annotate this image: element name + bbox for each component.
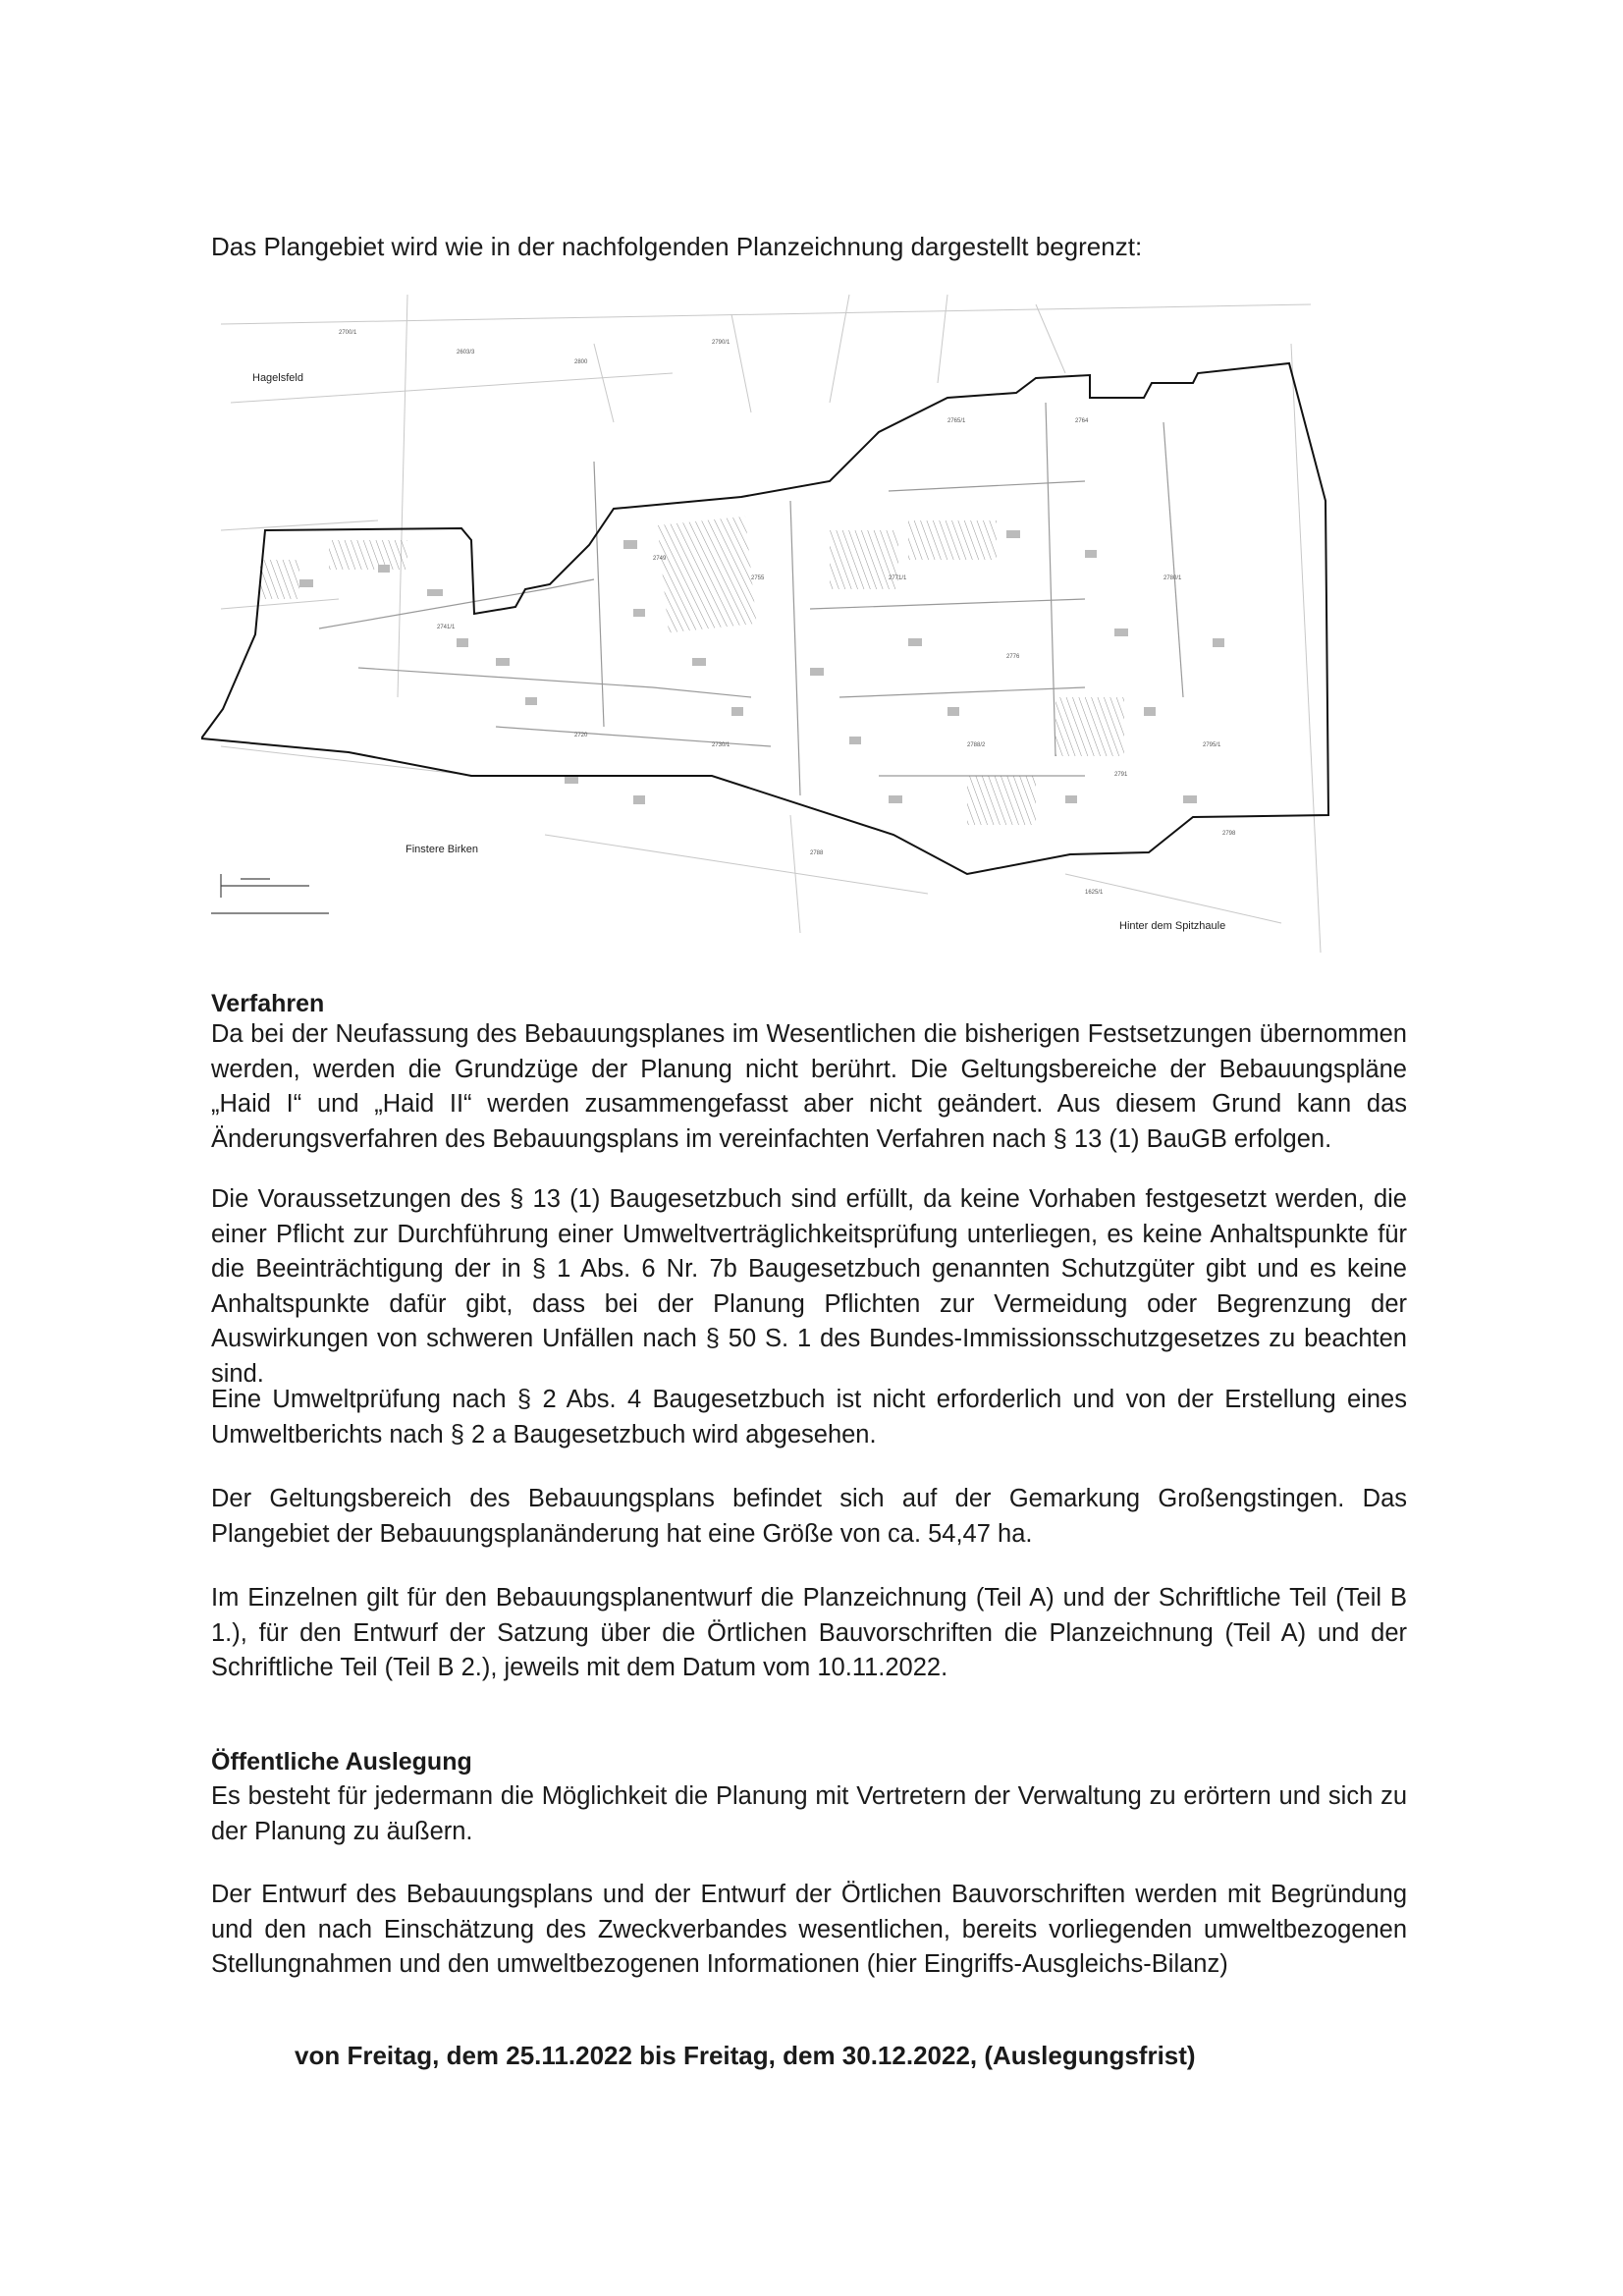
svg-text:2788: 2788	[810, 850, 824, 856]
auslegung-paragraph-2: Der Entwurf des Bebauungsplans und der Entwurf der Örtlichen Bauvorschriften werden mit Begründung und den nach Einschätzung des Zweckverbandes wesentlichen, bereits vorliegenden umweltbezogenen Stellungnahmen und den umweltbezogenen Informationen (hier Eingriffs-Ausgleichs-Bilanz)	[211, 1881, 1407, 1978]
svg-text:2800: 2800	[574, 359, 588, 365]
hatched-area	[908, 520, 997, 560]
svg-text:2741/1: 2741/1	[437, 625, 456, 630]
auslegung-paragraph-1: Es besteht für jedermann die Möglichkeit die Planung mit Vertretern der Verwaltung zu erörtern und sich zu der Planung zu äußern.	[211, 1782, 1407, 1845]
plan-boundary	[201, 363, 1328, 874]
map-label-hinter-dem-spitzhaule: Hinter dem Spitzhaule	[1119, 920, 1226, 932]
hatched-area	[1055, 697, 1124, 756]
svg-text:2603/3: 2603/3	[457, 350, 475, 355]
map-label-finstere-birken: Finstere Birken	[406, 844, 478, 855]
hatched-area	[329, 540, 407, 570]
svg-text:2798: 2798	[1222, 831, 1236, 837]
svg-text:2749: 2749	[653, 556, 667, 562]
map-label-hagelsfeld: Hagelsfeld	[252, 372, 303, 384]
parcel-lines	[221, 295, 1321, 953]
svg-text:2720: 2720	[574, 733, 588, 738]
intro-text: Das Plangebiet wird wie in der nachfolgenden Planzeichnung dargestellt begrenzt:	[211, 232, 1143, 261]
svg-text:2780/1: 2780/1	[1163, 575, 1182, 581]
svg-text:2795/1: 2795/1	[1203, 742, 1221, 748]
site-plan-map	[201, 285, 1330, 962]
heading-verfahren: Verfahren	[211, 990, 325, 1017]
svg-text:2776: 2776	[1006, 654, 1020, 660]
svg-text:2791: 2791	[1114, 772, 1128, 778]
svg-text:2765/1: 2765/1	[947, 418, 966, 424]
svg-text:2755: 2755	[751, 575, 765, 581]
svg-text:2771/1: 2771/1	[889, 575, 907, 581]
verfahren-paragraph-4: Der Geltungsbereich des Bebauungsplans befindet sich auf der Gemarkung Großengstingen. Das Plangebiet der Bebauungsplanänderung hat eine Größe von ca. 54,47 ha.	[211, 1485, 1407, 1548]
hatched-area	[260, 560, 299, 599]
verfahren-paragraph-2: Die Voraussetzungen des § 13 (1) Baugesetzbuch sind erfüllt, da keine Vorhaben festgesetzt werden, die einer Pflicht zur Durchführung einer Umweltverträglichkeitsprüfung unterliegen, es keine Anhaltspunkte für die Beeinträchtigung der in § 1 Abs. 6 Nr. 7b Baugesetzbuch genannten Schutzgüter gibt und es keine Anhaltspunkte dafür gibt, dass bei der Planung Pflichten zur Vermeidung oder Begrenzung der Auswirkungen von schweren Unfällen nach § 50 S. 1 des Bundes-Immissionsschutzgesetzes zu beachten sind.	[211, 1185, 1407, 1388]
hatched-area	[657, 517, 756, 633]
verfahren-paragraph-5: Im Einzelnen gilt für den Bebauungsplanentwurf die Planzeichnung (Teil A) und der Schriftliche Teil (Teil B 1.), für den Entwurf der Satzung über die Örtlichen Bauvorschriften die Planzeichnung (Teil A) und der Schriftliche Teil (Teil B 2.), jeweils mit dem Datum vom 10.11.2022.	[211, 1584, 1407, 1681]
svg-text:2790/1: 2790/1	[712, 340, 730, 346]
verfahren-paragraph-1: Da bei der Neufassung des Bebauungsplanes im Wesentlichen die bisherigen Festsetzungen übernommen werden, werden die Grundzüge der Planung nicht berührt. Die Geltungsbereiche der Bebauungspläne „Haid I“ und „Haid II“ werden zusammengefasst aber nicht geändert. Aus diesem Grund kann das Änderungsverfahren des Bebauungsplans im vereinfachten Verfahren nach § 13 (1) BauGB erfolgen.	[211, 1020, 1407, 1153]
map-scale-bar	[211, 874, 329, 913]
svg-text:1625/1: 1625/1	[1085, 890, 1104, 896]
svg-text:2788/2: 2788/2	[967, 742, 986, 748]
buildings	[299, 530, 1224, 804]
svg-text:2730/1: 2730/1	[712, 742, 730, 748]
auslegungsfrist-text: von Freitag, dem 25.11.2022 bis Freitag, dem 30.12.2022, (Auslegungsfrist)	[295, 2041, 1196, 2070]
svg-text:2700/1: 2700/1	[339, 330, 357, 336]
verfahren-paragraph-3: Eine Umweltprüfung nach § 2 Abs. 4 Baugesetzbuch ist nicht erforderlich und von der Erstellung eines Umweltberichts nach § 2 a Baugesetzbuch wird abgesehen.	[211, 1386, 1407, 1449]
heading-oeffentliche-auslegung: Öffentliche Auslegung	[211, 1748, 472, 1776]
hatched-area	[967, 776, 1036, 825]
svg-text:2764: 2764	[1075, 418, 1089, 424]
